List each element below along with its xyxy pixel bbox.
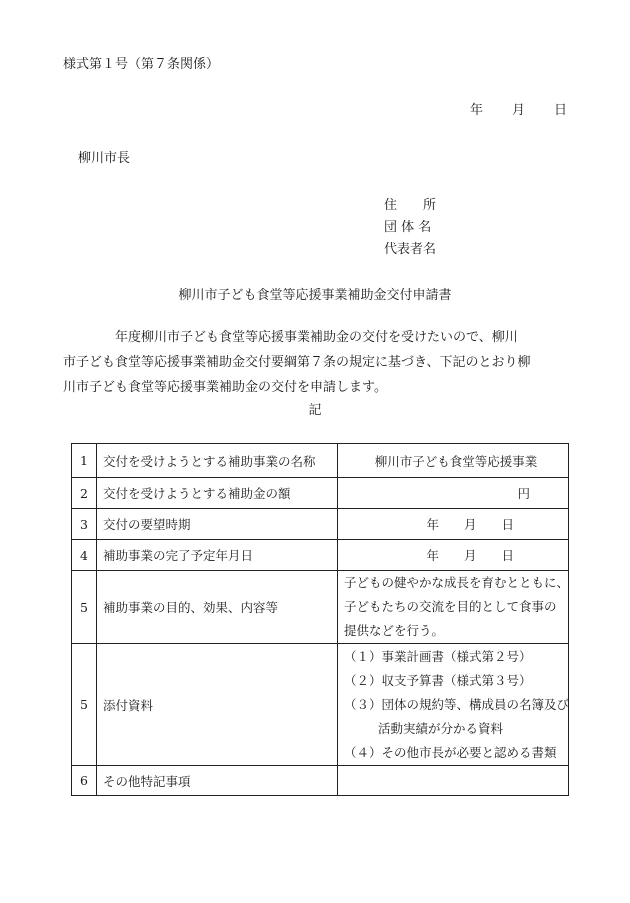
row-label: 交付を受けようとする補助事業の名称 bbox=[97, 444, 338, 478]
representative-label: 代表者名 bbox=[384, 242, 437, 257]
attachment-item: （１）事業計画書（様式第２号） bbox=[344, 648, 532, 664]
row-number: 5 bbox=[72, 644, 97, 766]
group-name-label: 団 体 名 bbox=[384, 220, 432, 235]
purpose-line: 提供などを行う。 bbox=[344, 623, 445, 638]
body-line-2: 市子ども食堂等応援事業補助金交付要綱第７条の規定に基づき、下記のとおり柳 bbox=[63, 355, 531, 370]
row-number: 6 bbox=[72, 766, 97, 796]
purpose-line: 子どもたちの交流を目的として食事の bbox=[344, 599, 557, 614]
table-row bbox=[72, 766, 569, 796]
row-label: その他特記事項 bbox=[97, 766, 338, 796]
date-line bbox=[0, 104, 630, 118]
row-label: 添付資料 bbox=[97, 644, 338, 766]
row-value: 年 月 日 bbox=[338, 540, 569, 571]
date-day: 日 bbox=[554, 103, 568, 118]
date-month: 月 bbox=[512, 103, 526, 118]
row-value bbox=[338, 766, 569, 796]
table-row bbox=[72, 644, 569, 766]
row-label: 補助事業の完了予定年月日 bbox=[97, 540, 338, 571]
row-value bbox=[338, 571, 569, 644]
row-number: 1 bbox=[72, 444, 97, 478]
body-line-3: 川市子ども食堂等応援事業補助金の交付を申請します。 bbox=[63, 380, 387, 395]
row-number: 2 bbox=[72, 478, 97, 509]
row-value: 年 月 日 bbox=[338, 509, 569, 540]
form-number: 様式第１号（第７条関係） bbox=[63, 57, 220, 72]
addressee: 柳川市長 bbox=[78, 151, 131, 166]
row-number: 3 bbox=[72, 509, 97, 540]
row-label: 交付の要望時期 bbox=[97, 509, 338, 540]
application-table bbox=[71, 443, 569, 796]
date-year: 年 bbox=[470, 103, 484, 118]
body-line-1: 年度柳川市子ども食堂等応援事業補助金の交付を受けたいので、柳川 bbox=[115, 330, 518, 345]
row-value: 柳川市子ども食堂等応援事業 bbox=[338, 444, 569, 478]
row-number: 5 bbox=[72, 571, 97, 644]
body-text bbox=[63, 325, 573, 400]
table-row bbox=[72, 444, 569, 478]
address-label: 住 所 bbox=[384, 198, 437, 213]
table-row bbox=[72, 571, 569, 644]
ki-heading: 記 bbox=[308, 403, 322, 418]
attachment-item-continued: 活動実績が分かる資料 bbox=[378, 720, 504, 736]
purpose-line: 子どもの健やかな成長を育むとともに、 bbox=[344, 575, 570, 590]
table-row bbox=[72, 509, 569, 540]
row-number: 4 bbox=[72, 540, 97, 571]
attachment-item: （４）その他市長が必要と認める書類 bbox=[344, 744, 557, 760]
table-row bbox=[72, 540, 569, 571]
row-label: 交付を受けようとする補助金の額 bbox=[97, 478, 338, 509]
row-value bbox=[338, 644, 569, 766]
row-label: 補助事業の目的、効果、内容等 bbox=[97, 571, 338, 644]
attachment-item: （２）収支予算書（様式第３号） bbox=[344, 672, 532, 688]
attachment-item: （３）団体の規約等、構成員の名簿及び bbox=[344, 696, 570, 712]
document-title: 柳川市子ども食堂等応援事業補助金交付申請書 bbox=[178, 288, 452, 303]
row-value: 円 bbox=[338, 478, 569, 509]
table-row bbox=[72, 478, 569, 509]
